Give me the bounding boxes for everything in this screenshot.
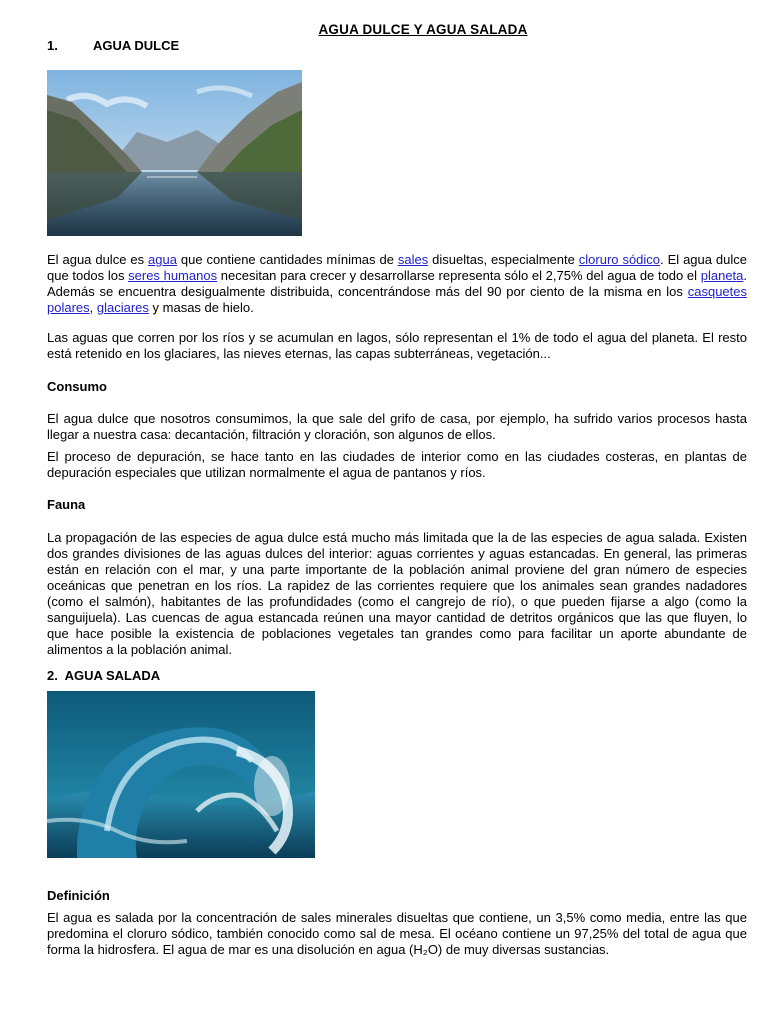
link-glaciares[interactable]: glaciares <box>96 300 149 315</box>
text: necesitan para crecer y desarrollarse representa sólo el 2,75% del agua de todo el <box>217 268 701 283</box>
paragraph-definicion <box>47 910 747 958</box>
paragraph-text: La propagación de las especies de agua dulce está mucho más limitada que la de las especies de agua salada. Existen dos grandes divisiones de las aguas dulces del interior: aguas corrientes y aguas estancadas. En general, las primeras están en relación con el mar, y una parte importante de la población animal proviene del gran número de especies oceánicas que penetran en los ríos. La rapidez de las corrientes requiere que los animales sean grandes nadadores (como el salmón), habitantes de las profundidades (como el cangrejo de río), o que pueden fijarse a algo (como la sanguijuela). Las cuencas de agua estancada reúnen una mayor cantidad de detritos orgánicos que las que fluyen, lo que hace posible la existencia de poblaciones vegetales tan grandes como para facilitar un aporte abundante de alimentos a la población animal. <box>47 530 747 657</box>
paragraph-fauna <box>47 530 747 658</box>
wave-photo <box>47 691 315 858</box>
text: El agua dulce es <box>47 252 149 267</box>
subheading-consumo: Consumo <box>47 379 107 394</box>
paragraph-rios-lagos <box>47 330 747 362</box>
link-agua[interactable]: agua <box>148 252 177 267</box>
subheading-definicion: Definición <box>47 888 110 903</box>
text: disueltas, especialmente <box>428 252 579 267</box>
section-heading-agua-dulce <box>47 38 179 54</box>
subheading-fauna: Fauna <box>47 497 86 512</box>
text: , <box>89 300 97 315</box>
link-seres-humanos[interactable]: seres humanos <box>128 268 218 283</box>
section-number: 1. <box>47 38 58 53</box>
paragraph-text: El agua dulce que nosotros consumimos, la que sale del grifo de casa, por ejemplo, ha sufrido varios procesos hasta llegar a nuestra casa: decantación, filtración y cloración, son algunos de ellos. <box>47 411 747 442</box>
text: . Además se encuentra desigualmente distribuida, concentrándose más del 90 por ciento de la misma en los <box>47 268 748 299</box>
paragraph-consumo-1 <box>47 411 747 443</box>
paragraph-text: El agua es salada por la concentración de sales minerales disueltas que contiene, un 3,5% como media, entre las que predomina el cloruro sódico, también conocido como sal de mesa. El océano contiene un 97,25% del total de agua que forma la hidrosfera. El agua de mar es una disolución en agua (H₂O) de muy diversas sustancias. <box>47 910 747 957</box>
text: . El agua dulce que todos los <box>47 252 748 283</box>
link-planeta[interactable]: planeta <box>700 268 744 283</box>
section-heading-agua-salada: 2. AGUA SALADA <box>47 668 161 683</box>
paragraph-text: Las aguas que corren por los ríos y se acumulan en lagos, sólo representan el 1% de todo el agua del planeta. El resto está retenido en los glaciares, las nieves eternas, las capas subterráneas, vegetación... <box>47 330 747 361</box>
paragraph-text: El proceso de depuración, se hace tanto en las ciudades de interior como en las ciudades costeras, en plantas de depuración especiales que utilizan normalmente el agua de pantanos y ríos. <box>47 449 747 480</box>
fjord-photo <box>47 70 302 236</box>
link-cloruro-sodico[interactable]: cloruro sódico <box>578 252 661 267</box>
link-casquetes-polares[interactable]: casquetes polares <box>47 284 747 315</box>
link-sales[interactable]: sales <box>397 252 429 267</box>
document-title: AGUA DULCE Y AGUA SALADA <box>318 22 528 37</box>
paragraph-agua-dulce-definition <box>47 252 747 316</box>
text: y masas de hielo. <box>148 300 254 315</box>
paragraph-consumo-2 <box>47 449 747 481</box>
text: que contiene cantidades mínimas de <box>176 252 398 267</box>
section-title: AGUA DULCE <box>93 38 180 53</box>
